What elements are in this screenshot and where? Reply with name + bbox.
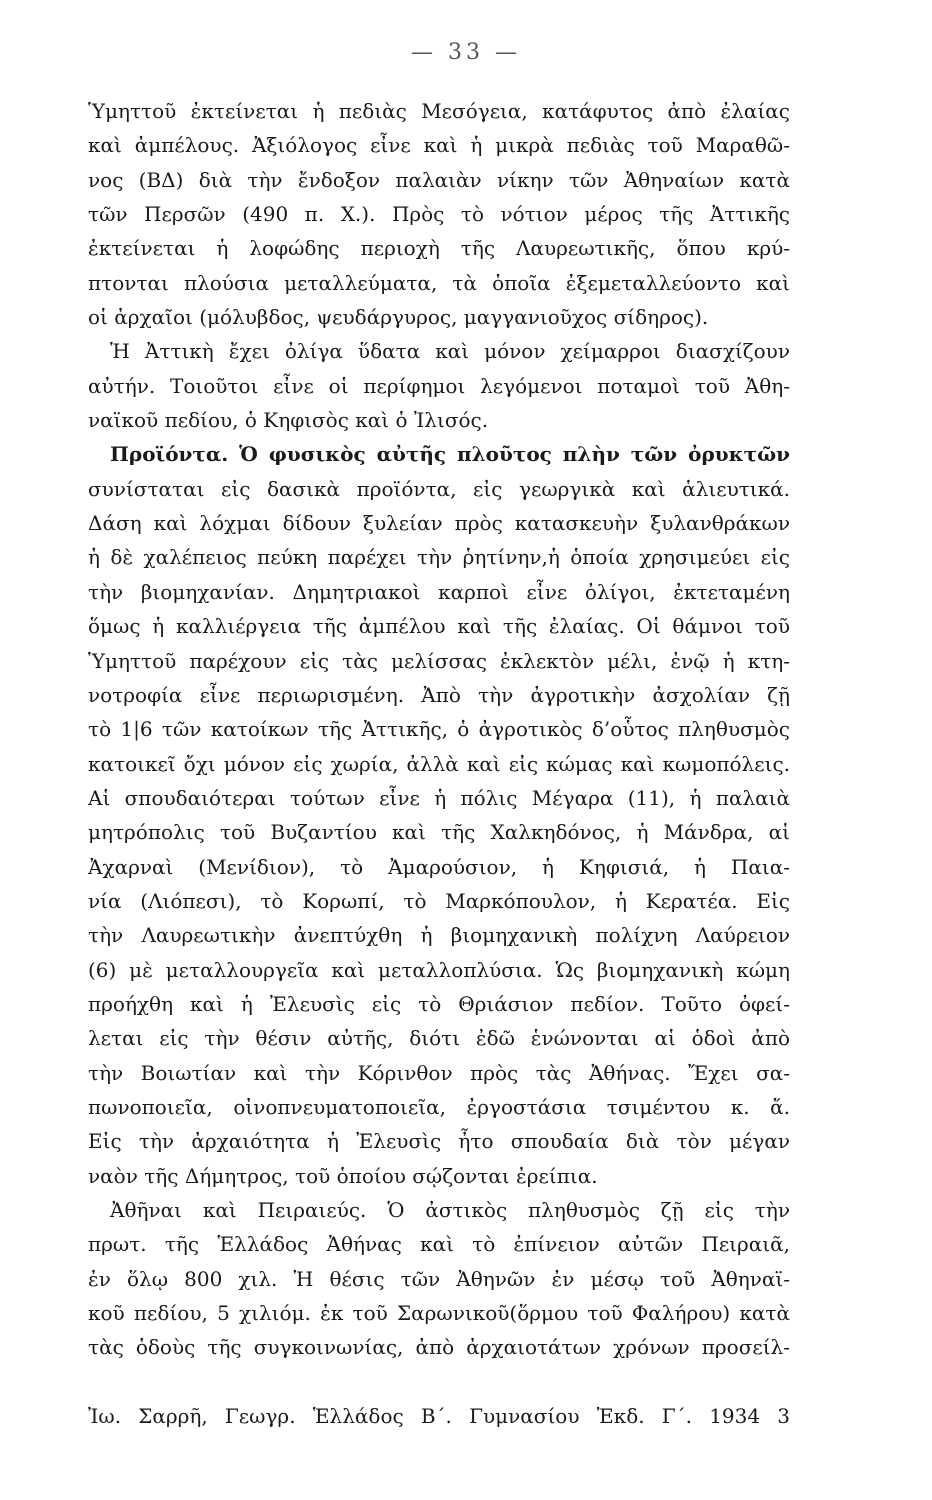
text-line-15: τὴν βιομηχανίαν. Δημητριακοὶ καρποὶ εἶνε ὀλίγοι, ἐκτεταμένη bbox=[88, 579, 790, 604]
text-line-25: τὴν Λαυρεωτικὴν ἀνεπτύχθη ἡ βιομηχανικὴ πολίχνη Λαύρειον bbox=[88, 923, 790, 948]
text-line-9: αὐτήν. Τοιοῦτοι εἶνε οἱ περίφημοι λεγόμενοι ποταμοὶ τοῦ Ἀθη- bbox=[88, 373, 790, 398]
text-line-28: λεται εἰς τὴν θέσιν αὐτῆς, διότι ἐδῶ ἑνώνονται αἱ ὁδοὶ ἀπὸ bbox=[88, 1026, 790, 1051]
text-line-6: πτονται πλούσια μεταλλεύματα, τὰ ὁποῖα ἐξεμεταλλεύοντο καὶ bbox=[88, 270, 790, 295]
footer-signature: Ἰω. Σαρρῆ, Γεωγρ. Ἑλλάδος Β΄. Γυμνασίου Ἐκδ. Γ΄. 1934 3 bbox=[88, 1404, 790, 1428]
text-line-34: πρωτ. τῆς Ἑλλάδος Ἀθήνας καὶ τὸ ἐπίνειον αὐτῶν Πειραιᾶ, bbox=[88, 1232, 790, 1257]
text-line-2: καὶ ἀμπέλους. Ἀξιόλογος εἶνε καὶ ἡ μικρὰ πεδιὰς τοῦ Μαραθῶ- bbox=[88, 133, 790, 158]
text-line-13: Δάση καὶ λόχμαι δίδουν ξυλείαν πρὸς κατασκευὴν ξυλανθράκων bbox=[88, 511, 790, 536]
text-line-19: τὸ 1|6 τῶν κατοίκων τῆς Ἀττικῆς, ὁ ἀγροτικὸς δ’οὗτος πληθυσμὸς bbox=[88, 717, 790, 742]
text-line-31: Εἰς τὴν ἀρχαιότητα ἡ Ἐλευσὶς ἦτο σπουδαία διὰ τὸν μέγαν bbox=[88, 1129, 790, 1154]
text-line-17: Ὑμηττοῦ παρέχουν εἰς τὰς μελίσσας ἐκλεκτὸν μέλι, ἐνῷ ἡ κτη- bbox=[88, 648, 790, 673]
text-line-5: ἐκτείνεται ἡ λοφώδης περιοχὴ τῆς Λαυρεωτικῆς, ὅπου κρύ- bbox=[88, 236, 790, 261]
text-line-26: (6) μὲ μεταλλουργεῖα καὶ μεταλλοπλύσια. Ὡς βιομηχανικὴ κώμη bbox=[88, 957, 790, 982]
text-line-22: μητρόπολις τοῦ Βυζαντίου καὶ τῆς Χαλκηδόνος, ἡ Μάνδρα, αἱ bbox=[88, 820, 790, 845]
text-line-21: Αἱ σπουδαιότεραι τούτων εἶνε ἡ πόλις Μέγαρα (11), ἡ παλαιὰ bbox=[88, 785, 790, 810]
text-line-4: τῶν Περσῶν (490 π. Χ.). Πρὸς τὸ νότιον μέρος τῆς Ἀττικῆς bbox=[88, 202, 790, 227]
text-line-24: νία (Λιόπεσι), τὸ Κορωπί, τὸ Μαρκόπουλον, ἡ Κερατέα. Εἰς bbox=[88, 888, 790, 913]
text-line-20: κατοικεῖ ὄχι μόνον εἰς χωρία, ἀλλὰ καὶ εἰς κώμας καὶ κωμοπόλεις. bbox=[88, 751, 790, 776]
text-line-27: προήχθη καὶ ἡ Ἐλευσὶς εἰς τὸ Θριάσιον πεδίον. Τοῦτο ὀφεί- bbox=[88, 991, 790, 1016]
text-line-32: ναὸν τῆς Δήμητρος, τοῦ ὁποίου σῴζονται ἐρείπια. bbox=[88, 1163, 598, 1188]
section-heading-proionta: Προϊόντα. Ὁ φυσικὸς αὐτῆς πλοῦτος πλὴν τῶν ὀρυκτῶν bbox=[110, 442, 790, 467]
text-line-10: ναϊκοῦ πεδίου, ὁ Κηφισὸς καὶ ὁ Ἰλισός. bbox=[88, 408, 489, 433]
text-line-16: ὅμως ἡ καλλιέργεια τῆς ἀμπέλου καὶ τῆς ἐλαίας. Οἱ θάμνοι τοῦ bbox=[88, 614, 790, 639]
text-line-29: τὴν Βοιωτίαν καὶ τὴν Κόρινθον πρὸς τὰς Ἀθήνας. Ἔχει σα- bbox=[88, 1060, 790, 1085]
page-number: — 33 — bbox=[411, 40, 521, 65]
section-heading-athinai: Ἀθῆναι καὶ Πειραιεύς. Ὁ ἀστικὸς πληθυσμὸς ζῇ εἰς τὴν bbox=[110, 1198, 790, 1222]
text-line-12: συνίσταται εἰς δασικὰ προϊόντα, εἰς γεωργικὰ καὶ ἁλιευτικά. bbox=[88, 476, 790, 501]
text-line-18: νοτροφία εἶνε περιωρισμένη. Ἀπὸ τὴν ἀγροτικὴν ἀσχολίαν ζῇ bbox=[88, 682, 790, 707]
text-line-36: κοῦ πεδίου, 5 χιλιόμ. ἐκ τοῦ Σαρωνικοῦ(ὅρμου τοῦ Φαλήρου) κατὰ bbox=[88, 1301, 790, 1326]
text-line-7: οἱ ἀρχαῖοι (μόλυβδος, ψευδάργυρος, μαγγανιοῦχος σίδηρος). bbox=[88, 305, 709, 330]
text-line-35: ἐν ὅλῳ 800 χιλ. Ἡ θέσις τῶν Ἀθηνῶν ἐν μέσῳ τοῦ Ἀθηναϊ- bbox=[88, 1266, 790, 1291]
text-line-37: τὰς ὁδοὺς τῆς συγκοινωνίας, ἀπὸ ἀρχαιοτάτων χρόνων προσείλ- bbox=[88, 1335, 790, 1360]
body-text bbox=[88, 94, 790, 1365]
text-line-14: ἡ δὲ χαλέπειος πεύκη παρέχει τὴν ῥητίνην,ἡ ὁποία χρησιμεύει εἰς bbox=[88, 545, 790, 570]
text-line-30: πωνοποιεῖα, οἰνοπνευματοποιεῖα, ἐργοστάσια τσιμέντου κ. ἄ. bbox=[88, 1094, 790, 1119]
text-line-8: Ἡ Ἀττικὴ ἔχει ὀλίγα ὕδατα καὶ μόνον χείμαρροι διασχίζουν bbox=[110, 339, 790, 364]
text-line-23: Ἀχαρναὶ (Μενίδιον), τὸ Ἀμαρούσιον, ἡ Κηφισιά, ἡ Παια- bbox=[88, 854, 790, 879]
text-line-3: νος (ΒΔ) διὰ τὴν ἔνδοξον παλαιὰν νίκην τῶν Ἀθηναίων κατὰ bbox=[88, 167, 790, 192]
text-line-1: Ὑμηττοῦ ἐκτείνεται ἡ πεδιὰς Μεσόγεια, κατάφυτος ἀπὸ ἐλαίας bbox=[88, 99, 790, 123]
